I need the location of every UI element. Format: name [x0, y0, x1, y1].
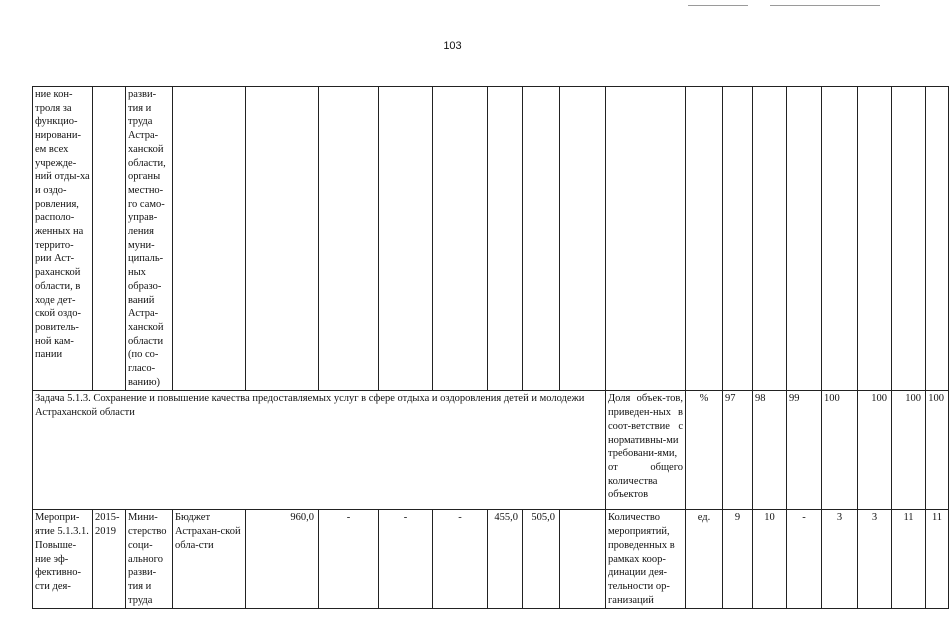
- executor-cell: Мини-стерство соци-ального разви-тия и труда: [126, 510, 173, 609]
- value-cell: 100: [822, 391, 858, 510]
- amount-cell: 960,0: [246, 510, 319, 609]
- value-cell: 99: [787, 391, 822, 510]
- empty-cell: [892, 87, 926, 391]
- empty-cell: [379, 87, 433, 391]
- task-title-cell: Задача 5.1.3. Сохранение и повышение качества предоставляемых услуг в сфере отдыха и оздоровления детей и молодежи Астраханской области: [33, 391, 606, 510]
- value-cell: 98: [753, 391, 787, 510]
- empty-cell: [523, 87, 560, 391]
- empty-cell: [488, 87, 523, 391]
- empty-cell: [560, 87, 606, 391]
- empty-cell: [926, 87, 949, 391]
- amount-cell: -: [433, 510, 488, 609]
- amount-cell: -: [379, 510, 433, 609]
- value-cell: 3: [858, 510, 892, 609]
- scan-mark: [688, 5, 748, 6]
- value-cell: 100: [926, 391, 949, 510]
- funding-source-cell: Бюджет Астрахан-ской обла-сти: [173, 510, 246, 609]
- unit-cell: %: [686, 391, 723, 510]
- table-row: [33, 87, 949, 391]
- control-description-cell: ние кон-троля за функцио-нировани-ем всех учрежде-ний отды-ха и оздо-ровления, располо-женных на террито-рии Аст-раханской области, в ходе дет-ской оздо-ровитель-ной кам-пании: [33, 87, 93, 391]
- empty-cell: [753, 87, 787, 391]
- empty-cell: [686, 87, 723, 391]
- value-cell: 10: [753, 510, 787, 609]
- value-cell: 11: [926, 510, 949, 609]
- indicator-cell: Количество мероприятий, проведенных в рамках коор-динации дея-тельности ор-ганизаций: [606, 510, 686, 609]
- amount-cell: 455,0: [488, 510, 523, 609]
- value-cell: 100: [858, 391, 892, 510]
- empty-cell: [433, 87, 488, 391]
- table-row: [33, 510, 949, 609]
- program-table: [32, 86, 949, 609]
- value-cell: 3: [822, 510, 858, 609]
- value-cell: -: [787, 510, 822, 609]
- empty-cell: [858, 87, 892, 391]
- empty-cell: [606, 87, 686, 391]
- empty-cell: [173, 87, 246, 391]
- page-number: 103: [443, 40, 462, 52]
- executor-cell: разви-тия и труда Астра-ханской области, органы местно-го само-управ-ления муни-ципаль-ных образо-ваний Астра-ханской области (по со-гласо-ванию): [126, 87, 173, 391]
- amount-cell: -: [319, 510, 379, 609]
- indicator-cell: Доля объек-тов, приведен-ных в соот-ветствие с нормативны-ми требовани-ями, от общего количества объектов: [606, 391, 686, 510]
- value-cell: 97: [723, 391, 753, 510]
- empty-cell: [319, 87, 379, 391]
- empty-cell: [723, 87, 753, 391]
- amount-cell: 505,0: [523, 510, 560, 609]
- empty-cell: [246, 87, 319, 391]
- period-cell: [93, 87, 126, 391]
- empty-cell: [560, 510, 606, 609]
- empty-cell: [822, 87, 858, 391]
- scan-mark: [770, 5, 880, 6]
- unit-cell: ед.: [686, 510, 723, 609]
- value-cell: 11: [892, 510, 926, 609]
- table-row: [33, 391, 949, 510]
- empty-cell: [787, 87, 822, 391]
- period-cell: 2015-2019: [93, 510, 126, 609]
- value-cell: 100: [892, 391, 926, 510]
- event-cell: Меропри-ятие 5.1.3.1. Повыше-ние эф-фективно-сти дея-: [33, 510, 93, 609]
- value-cell: 9: [723, 510, 753, 609]
